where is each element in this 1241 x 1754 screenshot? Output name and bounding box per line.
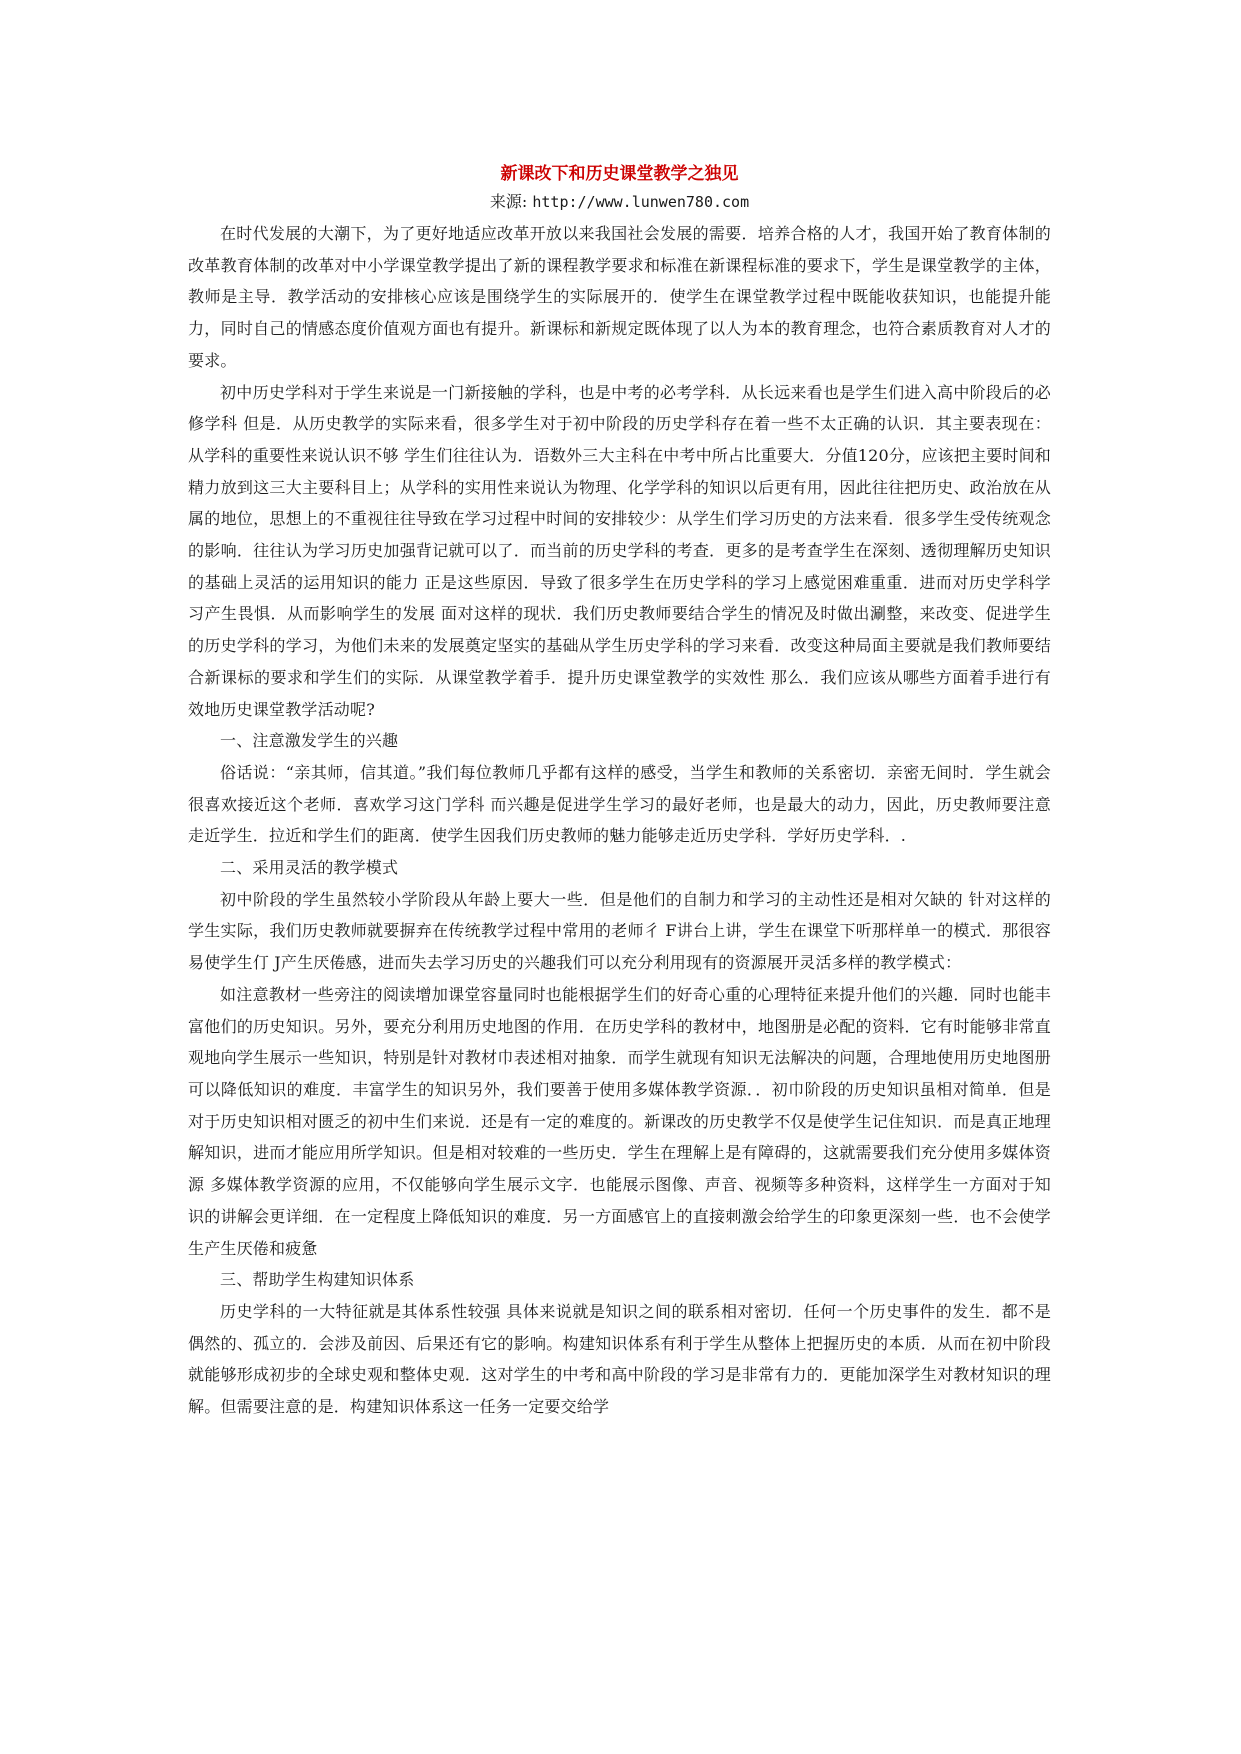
document-title: 新课改下和历史课堂教学之独见 bbox=[500, 164, 739, 184]
document-source bbox=[188, 188, 1051, 216]
section-heading: 一、注意激发学生的兴趣 bbox=[220, 731, 399, 751]
section-heading: 二、采用灵活的教学模式 bbox=[220, 858, 399, 878]
source-url: http://www.lunwen780.com bbox=[532, 193, 750, 211]
body-paragraph: 俗话说：“亲其师，信其道。”我们每位教师几乎都有这样的感受，当学生和教师的关系密切．亲密无间时．学生就会很喜欢接近这个老师．喜欢学习这门学科 而兴趣是促进学生学习的最好老师，也是最大的动力，因此，历史教师要注意走近学生．拉近和学生们的距离．使学生因我们历史教师的魅力能够走近历史学科．学好历史学科．. bbox=[188, 762, 1051, 846]
body-paragraph: 在时代发展的大潮下，为了更好地适应改革开放以来我国社会发展的需要．培养合格的人才，我国开始了教育体制的改革教育体制的改革对中小学课堂教学提出了新的课程教学要求和标准在新课程标准的要求下，学生是课堂教学的主体，教师是主导．教学活动的安排核心应该是围绕学生的实际展开的．使学生在课堂教学过程中既能收获知识，也能提升能力，同时自己的情感态度价值观方面也有提升。新课标和新规定既体现了以人为本的教育理念，也符合素质教育对人才的要求。 bbox=[188, 224, 1051, 370]
body-paragraph: 初中历史学科对于学生来说是一门新接触的学科，也是中考的必考学科．从长远来看也是学生们进入高中阶段后的必修学科 但是．从历史教学的实际来看，很多学生对于初中阶段的历史学科存在着一些不太正确的认识．其主要表现在：从学科的重要性来说认识不够 学生们往往认为．语数外三大主科在中考中所占比重要大．分值120分，应该把主要时间和精力放到这三大主要科目上；从学科的实用性来说认为物理、化学学科的知识以后更有用，因此往往把历史、政治放在从属的地位，思想上的不重视往往导致在学习过程中时间的安排较少：从学生们学习历史的方法来看．很多学生受传统观念的影响．往往认为学习历史加强背记就可以了．而当前的历史学科的考查．更多的是考查学生在深刻、透彻理解历史知识的基础上灵活的运用知识的能力 正是这些原因．导致了很多学生在历史学科的学习上感觉困难重重．进而对历史学科学习产生畏惧．从而影响学生的发展 面对这样的现状．我们历史教师要结合学生的情况及时做出涮整，来改变、促进学生的历史学科的学习，为他们未来的发展奠定坚实的基础从学生历史学科的学习来看．改变这种局面主要就是我们教师要结合新课标的要求和学生们的实际．从课堂教学着手．提升历史课堂教学的实效性 那么．我们应该从哪些方面着手进行有效地历史课堂教学活动呢? bbox=[188, 382, 1051, 719]
body-paragraph: 历史学科的一大特征就是其体系性较强 具体来说就是知识之间的联系相对密切．任何一个历史事件的发生．都不是偶然的、孤立的．会涉及前因、后果还有它的影响。构建知识体系有利于学生从整体上把握历史的本质．从而在初中阶段就能够形成初步的全球史观和整体史观．这对学生的中考和高中阶段的学习是非常有力的．更能加深学生对教材知识的理解。但需要注意的是．构建知识体系这一任务一定要交给学 bbox=[188, 1301, 1051, 1417]
body-paragraph: 如注意教材一些旁注的阅读增加课堂容量同时也能根据学生们的好奇心重的心理特征来提升他们的兴趣．同时也能丰富他们的历史知识。另外，要充分利用历史地图的作用．在历史学科的教材中，地图册是必配的资料．它有时能够非常直观地向学生展示一些知识，特别是针对教材巾表述相对抽象．而学生就现有知识无法解决的问题，合理地使用历史地图册可以降低知识的难度．丰富学生的知识另外，我们要善于使用多媒体教学资源．．初巾阶段的历史知识虽相对简单．但是对于历史知识相对匮乏的初中生们来说．还是有一定的难度的。新课改的历史教学不仅是使学生记住知识．而是真正地理解知识，进而才能应用所学知识。但是相对较难的一些历史．学生在理解上是有障碍的，这就需要我们充分使用多媒体资源 多媒体教学资源的应用，不仅能够向学生展示文字．也能展示图像、声音、视频等多种资料，这样学生一方面对于知识的讲解会更详细．在一定程度上降低知识的难度．另一方面感官上的直接刺激会给学生的印象更深刻一些．也不会使学生产生厌倦和疲惫 bbox=[188, 984, 1051, 1258]
body-paragraph: 初中阶段的学生虽然较小学阶段从年龄上要大一些．但是他们的自制力和学习的主动性还是相对欠缺的 针对这样的学生实际，我们历史教师就要摒弃在传统教学过程中常用的老师彳 F讲台上讲，学生在课堂下听那样单一的模式．那很容易使学生仃 J产生厌倦感，进而失去学习历史的兴趣我们可以充分利用现有的资源展开灵活多样的教学模式： bbox=[188, 889, 1051, 973]
section-heading: 三、帮助学生构建知识体系 bbox=[220, 1270, 415, 1290]
document-page bbox=[188, 160, 1051, 1423]
source-label: 来源: bbox=[489, 192, 533, 211]
